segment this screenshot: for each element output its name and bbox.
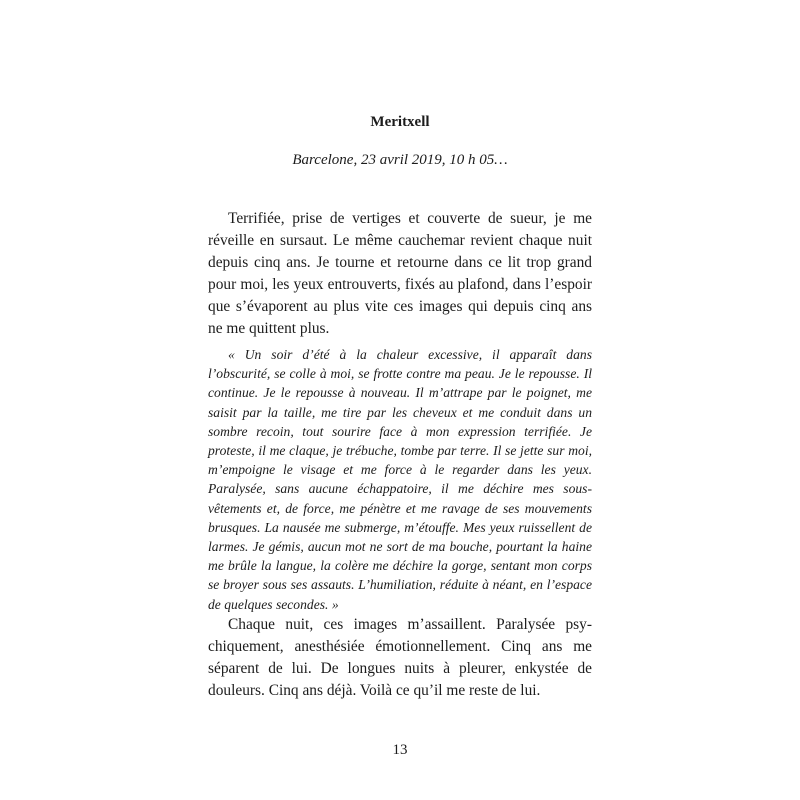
body-paragraph-1: Terrifiée, prise de vertiges et couverte de sueur, je me réveille en sursaut. Le même cauchemar revient chaque nuit depuis cinq ans. Je tourne et retourne dans ce lit trop grand pour moi, les yeux entrouverts, fixés au plafond, dans l’espoir que s’évaporent au plus vite ces images qui depuis cinq ans ne me quittent plus.	[208, 210, 592, 337]
body-paragraph-2: Chaque nuit, ces images m’assaillent. Paralysée psychiquement, anesthésiée émotionnellement. Cinq ans me séparent de lui. De longues nuits à pleurer, enkystée de douleurs. Cinq ans déjà. Voilà ce qu’il me reste de lui.	[208, 616, 592, 699]
page-number: 13	[392, 742, 408, 758]
chapter-dateline: Barcelone, 23 avril 2019, 10 h 05…	[292, 152, 508, 168]
italic-quote-passage: « Un soir d’été à la chaleur excessive, il apparaît dans l’obscurité, se colle à moi, se frotte contre ma peau. Je le repousse. Il continue. Je le repousse à nouveau. Il m’attrape par le poignet, me saisit par la taille, me tire par les cheveux et me conduit dans un sombre recoin, tout sourire face à mon expression terrifiée. Je proteste, il me claque, je trébuche, tombe par terre. Il se jette sur moi, m’empoigne le visage et me force à le regarder dans les yeux. Paralysée, sans aucune échappatoire, il me déchire mes sous-vêtements et, de force, me pénètre et me ravage de ses mouvements brusques. La nausée me submerge, m’étouffe. Mes yeux ruissellent de larmes. Je gémis, aucun mot ne sort de ma bouche, pourtant la haine me brûle la langue, la colère me déchire la gorge, sentant mon corps se broyer sous ses assauts. L’humiliation, réduite à néant, en l’espace de quelques secondes. »	[208, 347, 592, 612]
chapter-title: Meritxell	[370, 114, 430, 130]
